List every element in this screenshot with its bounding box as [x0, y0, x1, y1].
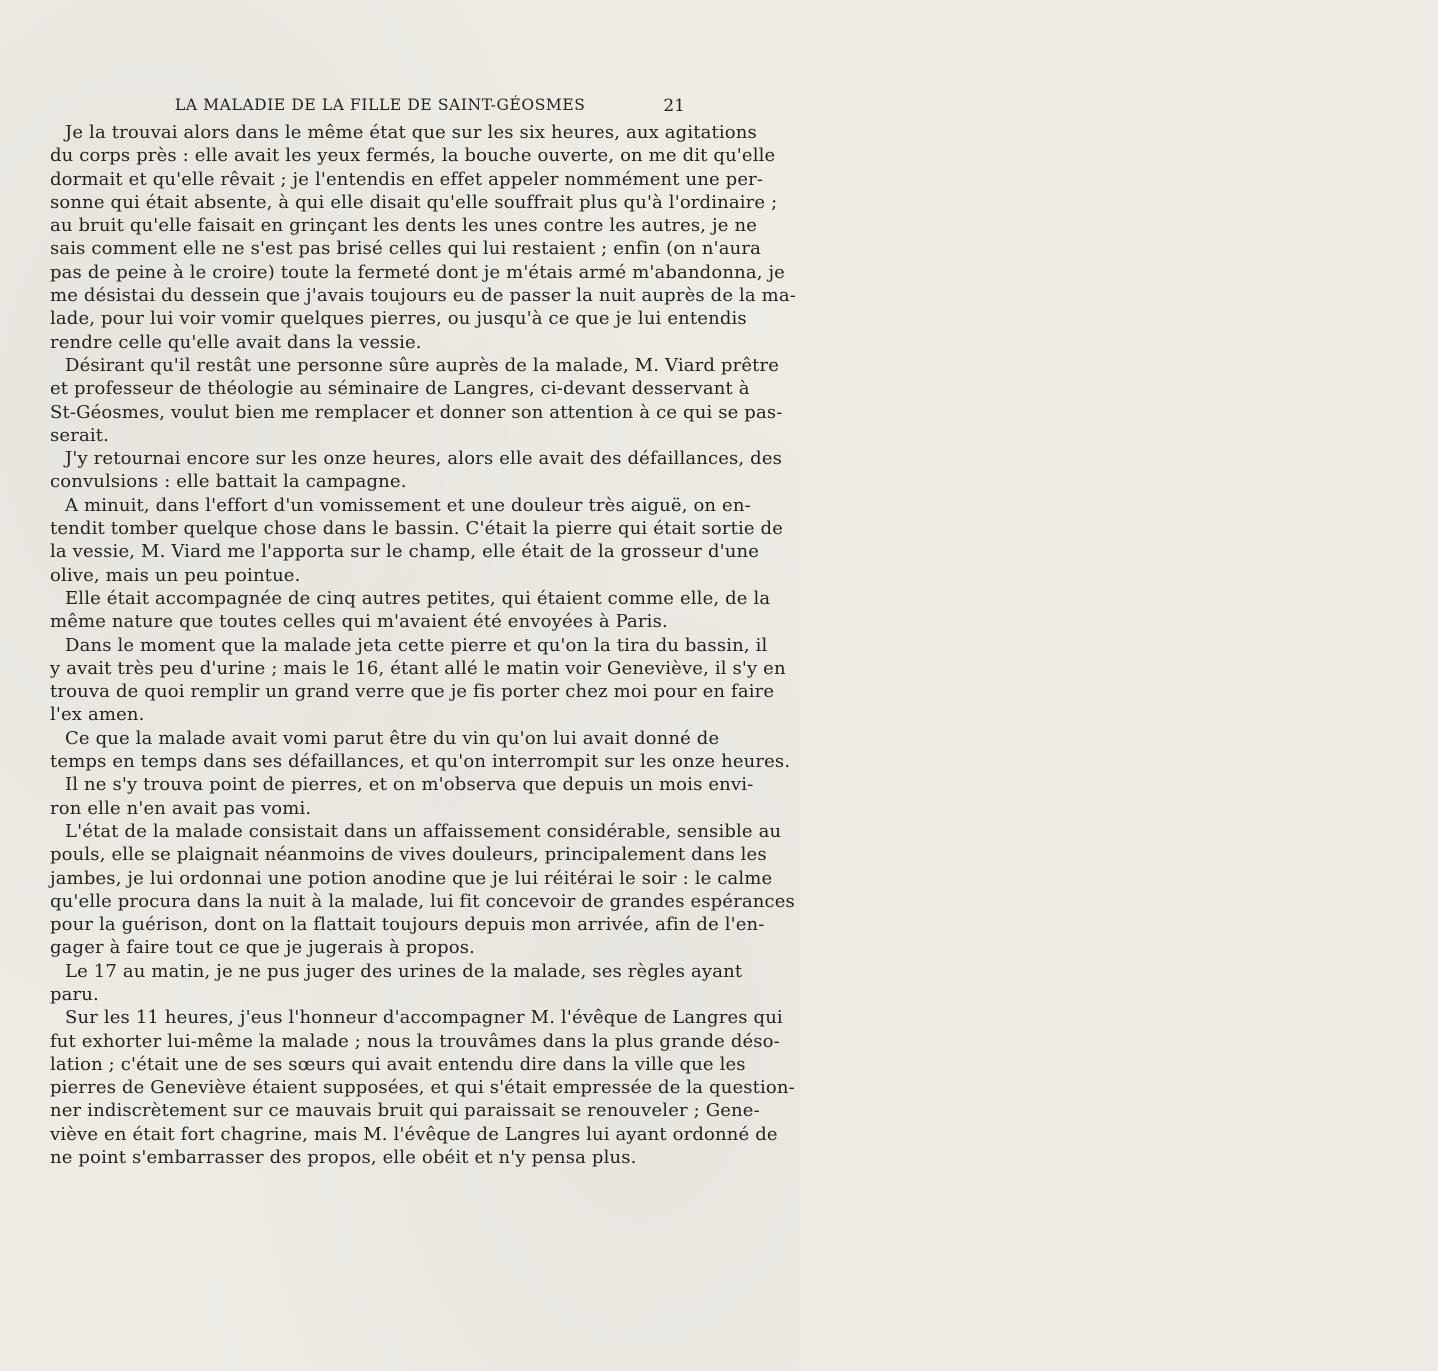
- text-line: dormait et qu'elle rêvait ; je l'entendis en effet appeler nommément une per-: [50, 168, 764, 190]
- paragraph: [50, 587, 771, 634]
- text-line: du corps près : elle avait les yeux fermés, la bouche ouverte, on me dit qu'elle: [50, 145, 776, 167]
- text-line: qu'elle procura dans la nuit à la malade, lui fit concevoir de grandes espérances: [50, 890, 795, 912]
- text-line: et professeur de théologie au séminaire de Langres, ci-devant desservant à: [50, 378, 750, 400]
- text-line: l'ex amen.: [50, 704, 145, 726]
- text-line: A minuit, dans l'effort d'un vomissement et une douleur très aiguë, on en-: [65, 494, 751, 516]
- text-line: Le 17 au matin, je ne pus juger des urines de la malade, ses règles ayant: [65, 960, 743, 982]
- paragraph: [50, 960, 743, 1007]
- text-line: trouva de quoi remplir un grand verre que je fis porter chez moi pour en faire: [50, 681, 775, 703]
- page-header: [175, 96, 685, 122]
- text-line: ron elle n'en avait pas vomi.: [50, 797, 312, 819]
- text-line: pierres de Geneviève étaient supposées, et qui s'était empressée de la question-: [50, 1077, 795, 1099]
- paragraph: [50, 354, 783, 447]
- text-line: lade, pour lui voir vomir quelques pierres, ou jusqu'à ce que je lui entendis: [50, 308, 747, 330]
- text-line: viève en était fort chagrine, mais M. l'évêque de Langres lui ayant ordonné de: [50, 1123, 778, 1145]
- paragraph: [50, 773, 754, 820]
- paragraph: [50, 447, 783, 494]
- text-line: J'y retournai encore sur les onze heures, alors elle avait des défaillances, des: [65, 448, 783, 470]
- text-line: me désistai du dessein que j'avais toujours eu de passer la nuit auprès de la ma-: [50, 285, 796, 307]
- text-line: Ce que la malade avait vomi parut être du vin qu'on lui avait donné de: [65, 727, 720, 749]
- text-line: Dans le moment que la malade jeta cette pierre et qu'on la tira du bassin, il: [65, 634, 768, 656]
- text-line: St-Géosmes, voulut bien me remplacer et donner son attention à ce qui se pas-: [50, 401, 783, 423]
- running-head: LA MALADIE DE LA FILLE DE SAINT-GÉOSMES: [175, 96, 586, 114]
- text-line: la vessie, M. Viard me l'apporta sur le champ, elle était de la grosseur d'une: [50, 541, 760, 563]
- paragraph: [50, 820, 795, 960]
- paragraph: [50, 494, 784, 587]
- text-line: Il ne s'y trouva point de pierres, et on m'observa que depuis un mois envi-: [65, 774, 754, 796]
- text-line: lation ; c'était une de ses sœurs qui avait entendu dire dans la ville que les: [50, 1053, 746, 1075]
- text-line: Désirant qu'il restât une personne sûre auprès de la malade, M. Viard prêtre: [65, 354, 780, 376]
- text-line: pouls, elle se plaignait néanmoins de vives douleurs, principalement dans les: [50, 844, 767, 866]
- text-line: jambes, je lui ordonnai une potion anodine que je lui réitérai le soir : le calme: [50, 867, 773, 889]
- paragraph: [50, 121, 796, 354]
- text-line: Elle était accompagnée de cinq autres petites, qui étaient comme elle, de la: [65, 587, 771, 609]
- body-text: [50, 121, 796, 1169]
- paragraph: [50, 727, 791, 774]
- text-line: temps en temps dans ses défaillances, et qu'on interrompit sur les onze heures.: [50, 751, 791, 773]
- text-line: Sur les 11 heures, j'eus l'honneur d'accompagner M. l'évêque de Langres qui: [65, 1007, 783, 1029]
- text-line: même nature que toutes celles qui m'avaient été envoyées à Paris.: [50, 611, 668, 633]
- text-line: fut exhorter lui-même la malade ; nous la trouvâmes dans la plus grande déso-: [50, 1030, 780, 1052]
- text-line: rendre celle qu'elle avait dans la vessie.: [50, 331, 422, 353]
- text-line: convulsions : elle battait la campagne.: [50, 471, 407, 493]
- text-line: paru.: [50, 983, 99, 1005]
- text-line: sais comment elle ne s'est pas brisé celles qui lui restaient ; enfin (on n'aura: [50, 238, 762, 260]
- text-line: Je la trouvai alors dans le même état que sur les six heures, aux agitations: [65, 122, 757, 143]
- text-line: sonne qui était absente, à qui elle disait qu'elle souffrait plus qu'à l'ordinaire ;: [50, 191, 778, 213]
- paragraph: [50, 634, 786, 727]
- text-line: ner indiscrètement sur ce mauvais bruit qui paraissait se renouveler ; Gene-: [50, 1100, 760, 1122]
- page-number: 21: [663, 96, 685, 116]
- text-line: ne point s'embarrasser des propos, elle obéit et n'y pensa plus.: [50, 1147, 637, 1169]
- text-line: y avait très peu d'urine ; mais le 16, étant allé le matin voir Geneviève, il s'y en: [50, 657, 786, 679]
- text-line: serait.: [50, 424, 109, 446]
- text-line: tendit tomber quelque chose dans le bassin. C'était la pierre qui était sortie de: [50, 518, 784, 540]
- text-line: L'état de la malade consistait dans un affaissement considérable, sensible au: [65, 820, 782, 842]
- text-line: pas de peine à le croire) toute la fermeté dont je m'étais armé m'abandonna, je: [50, 261, 785, 283]
- text-line: au bruit qu'elle faisait en grinçant les dents les unes contre les autres, je ne: [50, 215, 757, 237]
- text-line: pour la guérison, dont on la flattait toujours depuis mon arrivée, afin de l'en-: [50, 914, 765, 936]
- text-line: gager à faire tout ce que je jugerais à propos.: [50, 937, 476, 959]
- paragraph: [50, 1006, 795, 1169]
- text-line: olive, mais un peu pointue.: [50, 564, 301, 586]
